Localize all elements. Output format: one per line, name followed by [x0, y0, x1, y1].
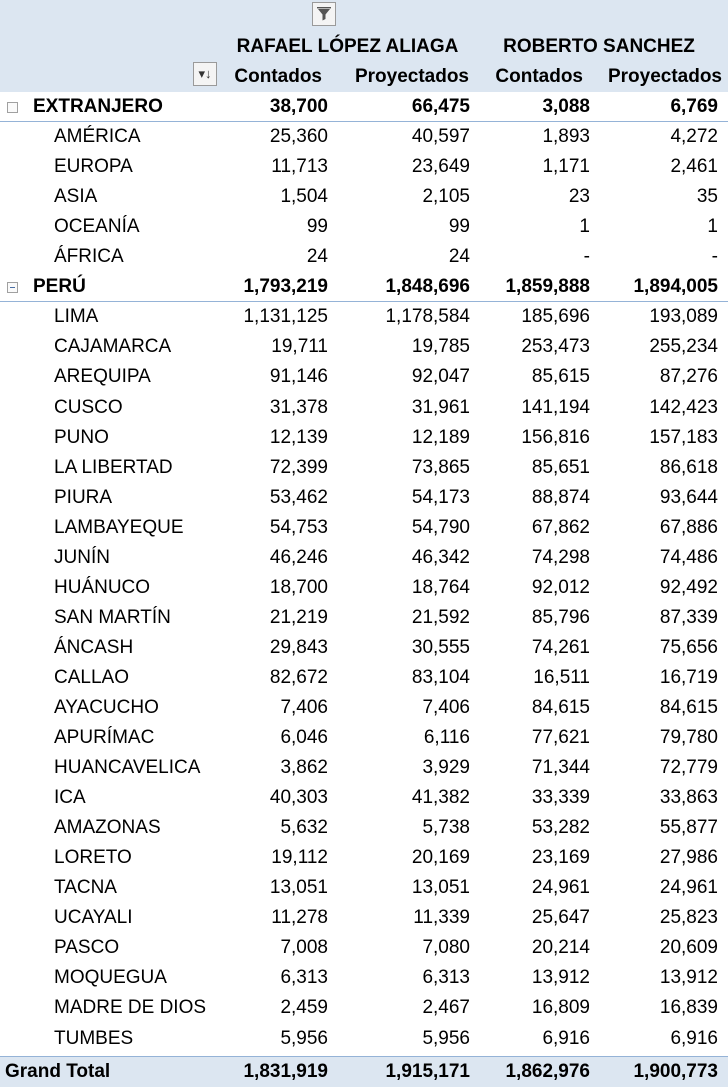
row-value: 31,378: [269, 397, 328, 418]
row-value: 19,112: [271, 847, 328, 868]
row-value: 87,276: [659, 366, 718, 387]
table-row[interactable]: [0, 212, 728, 242]
row-value: 2,105: [422, 186, 470, 207]
table-row[interactable]: [0, 543, 728, 573]
group-total-value: 6,769: [670, 96, 718, 117]
row-value: 54,753: [269, 517, 328, 538]
row-value: 84,615: [531, 697, 590, 718]
row-value: 67,862: [531, 517, 590, 538]
row-value: 7,406: [280, 697, 328, 718]
row-value: 72,779: [659, 757, 718, 778]
table-row[interactable]: [0, 753, 728, 783]
row-label: ICA: [54, 787, 86, 808]
row-value: 31,961: [411, 397, 470, 418]
row-value: 35: [696, 186, 718, 207]
group-total-value: 1,793,219: [243, 276, 328, 297]
row-value: 92,012: [531, 577, 590, 598]
row-value: 16,511: [533, 667, 590, 688]
row-value: 1,504: [280, 186, 328, 207]
row-value: 6,916: [542, 1028, 590, 1049]
table-row[interactable]: [0, 783, 728, 813]
row-value: 193,089: [649, 306, 718, 327]
row-label: CAJAMARCA: [54, 336, 172, 357]
sort-descending-icon: ▾↓: [198, 66, 212, 81]
row-value: 11,278: [271, 907, 328, 928]
group-total-value: 3,088: [542, 96, 590, 117]
row-value: 85,615: [531, 366, 590, 387]
group-row[interactable]: [0, 272, 728, 302]
table-row[interactable]: [0, 603, 728, 633]
row-value: 21,219: [269, 607, 328, 628]
row-value: 54,790: [411, 517, 470, 538]
row-value: 46,342: [411, 547, 470, 568]
row-value: 253,473: [521, 336, 590, 357]
row-value: 141,194: [521, 397, 590, 418]
group-label: PERÚ: [33, 276, 86, 297]
candidate-header-2: ROBERTO SANCHEZ: [503, 36, 695, 57]
row-value: 40,303: [269, 787, 328, 808]
sort-button[interactable]: [193, 62, 217, 86]
row-value: 33,339: [531, 787, 590, 808]
row-value: 157,183: [649, 427, 718, 448]
subcolumn-header-1: Contados: [234, 66, 322, 87]
table-row[interactable]: [0, 122, 728, 152]
group-total-value: 1,859,888: [505, 276, 590, 297]
row-value: 25,823: [659, 907, 718, 928]
row-value: 1: [579, 216, 590, 237]
row-label: JUNÍN: [54, 547, 110, 568]
row-value: 87,339: [659, 607, 718, 628]
row-value: 21,592: [411, 607, 470, 628]
row-label: AMAZONAS: [54, 817, 161, 838]
grand-total-value: 1,831,919: [243, 1061, 328, 1082]
group-total-value: 66,475: [411, 96, 470, 117]
row-value: 20,169: [411, 847, 470, 868]
row-value: 27,986: [659, 847, 718, 868]
row-label: LIMA: [54, 306, 99, 327]
row-value: 67,886: [659, 517, 718, 538]
row-value: 16,839: [659, 997, 718, 1018]
row-label: PUNO: [54, 427, 109, 448]
row-label: CALLAO: [54, 667, 129, 688]
grand-total-value: 1,900,773: [633, 1061, 718, 1082]
table-row[interactable]: [0, 423, 728, 453]
row-value: 25,360: [269, 126, 328, 147]
row-value: 92,492: [659, 577, 718, 598]
table-row[interactable]: [0, 723, 728, 753]
row-value: 99: [448, 216, 470, 237]
row-value: 16,719: [659, 667, 718, 688]
pivot-header: [0, 0, 728, 92]
row-value: 85,796: [531, 607, 590, 628]
row-label: MADRE DE DIOS: [54, 997, 207, 1018]
row-value: 24: [448, 246, 470, 267]
row-value: 6,046: [280, 727, 328, 748]
row-value: 5,956: [280, 1028, 328, 1049]
filter-button[interactable]: [312, 2, 336, 26]
table-row[interactable]: [0, 573, 728, 603]
row-value: 82,672: [269, 667, 328, 688]
row-label: ASIA: [54, 186, 98, 207]
row-value: 30,555: [411, 637, 470, 658]
row-value: 19,785: [411, 336, 470, 357]
row-value: 7,008: [280, 937, 328, 958]
table-row[interactable]: [0, 453, 728, 483]
row-value: 2,459: [280, 997, 328, 1018]
row-value: 53,462: [269, 487, 328, 508]
row-label: AYACUCHO: [54, 697, 159, 718]
row-value: 92,047: [411, 366, 470, 387]
row-label: SAN MARTÍN: [54, 607, 171, 628]
table-row[interactable]: [0, 513, 728, 543]
row-value: 23: [568, 186, 590, 207]
row-label: TACNA: [54, 877, 117, 898]
grand-total-value: 1,915,171: [385, 1061, 470, 1082]
row-value: 1,131,125: [243, 306, 328, 327]
table-row[interactable]: [0, 182, 728, 212]
row-value: 75,656: [659, 637, 718, 658]
row-label: ÁFRICA: [54, 246, 124, 267]
row-value: 3,929: [422, 757, 470, 778]
row-value: 12,139: [269, 427, 328, 448]
row-value: 7,406: [422, 697, 470, 718]
row-value: 6,313: [422, 967, 470, 988]
row-value: 255,234: [649, 336, 718, 357]
row-value: 13,051: [411, 877, 470, 898]
row-value: 13,051: [269, 877, 328, 898]
row-value: 74,261: [531, 637, 590, 658]
row-value: 1,171: [542, 156, 590, 177]
row-label: OCEANÍA: [54, 216, 140, 237]
row-value: 24: [306, 246, 328, 267]
row-value: 1: [707, 216, 718, 237]
row-value: 23,649: [411, 156, 470, 177]
subcolumn-header-3: Contados: [495, 66, 583, 87]
group-total-value: 38,700: [269, 96, 328, 117]
row-value: 20,214: [531, 937, 590, 958]
row-value: 40,597: [411, 126, 470, 147]
filter-icon: [316, 6, 332, 22]
table-row[interactable]: [0, 633, 728, 663]
group-total-value: 1,894,005: [633, 276, 718, 297]
row-value: 19,711: [271, 336, 328, 357]
row-label: APURÍMAC: [54, 727, 155, 748]
row-value: 6,116: [423, 727, 470, 748]
row-value: 54,173: [411, 487, 470, 508]
row-value: 142,423: [649, 397, 718, 418]
row-value: 23,169: [531, 847, 590, 868]
row-label: CUSCO: [54, 397, 123, 418]
row-label: AREQUIPA: [54, 366, 151, 387]
row-label: UCAYALI: [54, 907, 133, 928]
row-value: 16,809: [531, 997, 590, 1018]
row-value: 24,961: [659, 877, 718, 898]
table-row[interactable]: [0, 302, 728, 332]
table-row[interactable]: [0, 483, 728, 513]
table-row[interactable]: [0, 242, 728, 272]
row-value: 46,246: [269, 547, 328, 568]
row-value: 93,644: [659, 487, 718, 508]
row-value: 2,461: [670, 156, 718, 177]
row-value: 25,647: [531, 907, 590, 928]
row-value: 91,146: [269, 366, 328, 387]
table-row[interactable]: [0, 362, 728, 392]
row-value: 18,700: [269, 577, 328, 598]
row-label: EUROPA: [54, 156, 133, 177]
row-value: 4,272: [670, 126, 718, 147]
row-value: 83,104: [411, 667, 470, 688]
row-value: 20,609: [659, 937, 718, 958]
row-value: 5,956: [422, 1028, 470, 1049]
row-label: HUÁNUCO: [54, 577, 151, 598]
row-label: ÁNCASH: [54, 637, 134, 658]
row-value: 86,618: [659, 457, 718, 478]
row-label: LA LIBERTAD: [54, 457, 173, 478]
row-label: MOQUEGUA: [54, 967, 167, 988]
row-value: 6,916: [670, 1028, 718, 1049]
row-value: 53,282: [531, 817, 590, 838]
row-value: 33,863: [659, 787, 718, 808]
table-row[interactable]: [0, 963, 728, 993]
row-value: 85,651: [531, 457, 590, 478]
subcolumn-header-2: Proyectados: [354, 66, 469, 87]
row-value: 185,696: [521, 306, 590, 327]
table-row[interactable]: [0, 813, 728, 843]
row-value: 18,764: [411, 577, 470, 598]
table-row[interactable]: [0, 393, 728, 423]
grand-total-value: 1,862,976: [505, 1061, 590, 1082]
row-label: PIURA: [54, 487, 113, 508]
grand-total-label: Grand Total: [5, 1061, 111, 1082]
row-value: 88,874: [531, 487, 590, 508]
row-value: 84,615: [659, 697, 718, 718]
table-row[interactable]: [0, 903, 728, 933]
table-row[interactable]: [0, 152, 728, 182]
table-row[interactable]: [0, 993, 728, 1023]
group-total-value: 1,848,696: [385, 276, 470, 297]
table-row[interactable]: [0, 873, 728, 903]
row-value: 77,621: [531, 727, 590, 748]
table-row[interactable]: [0, 663, 728, 693]
row-value: 3,862: [280, 757, 328, 778]
row-value: 74,298: [531, 547, 590, 568]
row-value: 13,912: [659, 967, 718, 988]
row-value: 99: [306, 216, 328, 237]
subcolumn-header-4: Proyectados: [607, 66, 722, 87]
table-row[interactable]: [0, 1024, 728, 1054]
row-value: 6,313: [280, 967, 328, 988]
row-value: 41,382: [411, 787, 470, 808]
table-row[interactable]: [0, 933, 728, 963]
row-value: 74,486: [659, 547, 718, 568]
row-value: 11,339: [413, 907, 470, 928]
row-label: TUMBES: [54, 1028, 134, 1049]
row-value: -: [583, 246, 590, 267]
row-value: 29,843: [269, 637, 328, 658]
row-label: PASCO: [54, 937, 120, 958]
row-value: 24,961: [531, 877, 590, 898]
row-value: 11,713: [271, 156, 328, 177]
row-value: 5,632: [280, 817, 328, 838]
row-value: 2,467: [422, 997, 470, 1018]
row-value: 156,816: [521, 427, 590, 448]
row-value: 72,399: [269, 457, 328, 478]
row-label: HUANCAVELICA: [54, 757, 201, 778]
row-value: -: [711, 246, 718, 267]
group-label: EXTRANJERO: [33, 96, 163, 117]
grand-total-row[interactable]: [0, 1056, 728, 1087]
row-value: 79,780: [659, 727, 718, 748]
row-value: 5,738: [422, 817, 470, 838]
table-row[interactable]: [0, 693, 728, 723]
row-label: LAMBAYEQUE: [54, 517, 184, 538]
row-value: 73,865: [411, 457, 470, 478]
table-row[interactable]: [0, 332, 728, 362]
row-value: 7,080: [422, 937, 470, 958]
row-value: 13,912: [531, 967, 590, 988]
table-row[interactable]: [0, 843, 728, 873]
row-value: 71,344: [531, 757, 590, 778]
group-row[interactable]: [0, 92, 728, 122]
row-value: 55,877: [659, 817, 718, 838]
row-value: 12,189: [411, 427, 470, 448]
row-label: AMÉRICA: [54, 126, 141, 147]
row-label: LORETO: [54, 847, 132, 868]
row-value: 1,178,584: [385, 306, 470, 327]
candidate-header-1: RAFAEL LÓPEZ ALIAGA: [236, 36, 459, 57]
row-value: 1,893: [542, 126, 590, 147]
